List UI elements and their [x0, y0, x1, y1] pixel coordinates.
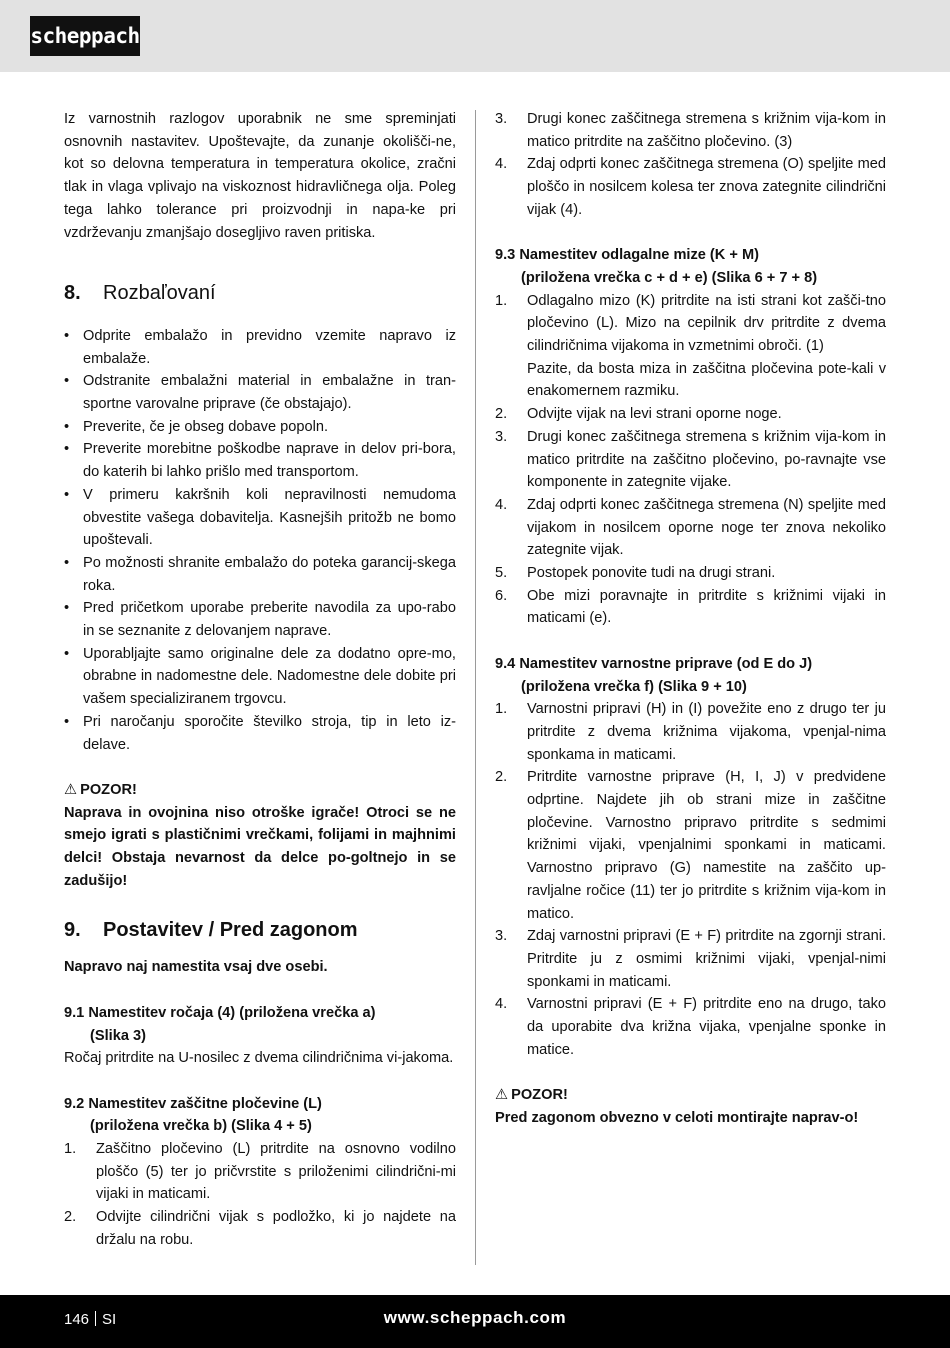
list-item: 3. Zdaj varnostni pripravi (E + F) pritrdite na zgornji strani. Pritrdite ju z osmimi križnimi vijaki, vpenjal-nimi sponkami in maticami.	[495, 928, 886, 990]
right-column	[495, 108, 886, 1130]
subsection-9-3-steps	[495, 290, 886, 631]
column-divider	[475, 110, 476, 1265]
bullet: •	[64, 373, 70, 390]
list-item: • Odprite embalažo in previdno vzemite napravo iz embalaže.	[64, 325, 456, 370]
list-item: 4. Varnostni pripravi (E + F) pritrdite eno na drugo, tako da uporabite dva križna vijaka, vpenjalne sponke in matice.	[495, 996, 886, 1058]
section-8-title: Rozbaľovaní	[103, 281, 216, 304]
subsection-9-3-heading: 9.3 Namestitev odlagalne mize (K + M) (priložena vrečka c + d + e) (Slika 6 + 7 + 8)	[495, 247, 818, 286]
intro-paragraph: Iz varnostnih razlogov uporabnik ne sme spreminjati osnovnih nastavitev. Upoštevajte, da zunanje okolišči-ne, kot so delovna temperatura in temperatura okolice, zračni tlak in vlaga vplivajo na viskoznost hidravličnega olja. Poleg tega lahko tolerance pri proizvodnji in napa-ke pri vzdrževanju zmanjšajo dosegljivo raven pritiska.	[64, 111, 456, 241]
warning-text: Pred zagonom obvezno v celoti montirajte naprav-o!	[495, 1109, 859, 1126]
section-9-heading	[64, 916, 456, 944]
warning-block	[495, 1084, 886, 1129]
section-8-heading	[64, 279, 456, 307]
warning-icon: ⚠	[495, 1087, 509, 1104]
warning-icon: ⚠	[64, 781, 78, 798]
list-item: 2. Odvijte vijak na levi strani oporne noge.	[495, 406, 782, 423]
subsection-9-4-heading: 9.4 Namestitev varnostne priprave (od E do J) (priložena vrečka f) (Slika 9 + 10)	[495, 655, 813, 695]
list-item: • Preverite, če je obseg dobave popoln.	[64, 416, 456, 439]
language-code: SI	[102, 1311, 117, 1328]
section-8-number: 8.	[64, 281, 81, 304]
page-footer	[0, 1295, 950, 1348]
unpacking-list	[64, 325, 456, 756]
warning-label: POZOR!	[511, 1087, 568, 1104]
subsection-9-2-heading: 9.2 Namestitev zaščitne pločevine (L) (priložena vrečka b) (Slika 4 + 5)	[64, 1095, 322, 1135]
warning-block	[64, 779, 456, 893]
list-item: • Odstranite embalažni material in embalažne in tran-sportne varovalne priprave (če obstajajo).	[64, 370, 456, 415]
subsection-9-4-steps	[495, 698, 886, 1061]
list-item: 1. Varnostni pripravi (H) in (I) povežite eno z drugo ter ju pritrdite z dvema križnima vijakoma, vpenjal-nima sponkama in maticami.	[495, 701, 886, 763]
list-item: 5. Postopek ponovite tudi na drugi strani.	[495, 565, 776, 582]
list-item: 2. Pritrdite varnostne priprave (H, I, J) v predvidene odprtine. Najdete jih ob strani mize in zaščitne pločevine. Varnostno pripravo pritrdite s sedmimi križnimi vijaki, vpenjalnimi sponkami in maticami. Varnostno pripravo (G) namestite na zaščito up-ravljalne ročice (11) ter jo pritrdite s križnim vija-kom in matico.	[495, 769, 886, 922]
list-item: • Po možnosti shranite embalažo do poteka garancij-skega roka.	[64, 552, 456, 597]
list-item: 1. Odlagalno mizo (K) pritrdite na isti strani kot zašči-tno pločevino (L). Mizo na cepilnik drv pritrdite z dvema cilindričnima vijakoma in vzmetnimi obroči. (1) Pazite, da bosta miza in zaščitna pločevina pote-kali v enakomernem razmiku.	[495, 290, 886, 404]
list-item: • Preverite morebitne poškodbe naprave in delov pri-bora, do katerih bi lahko prišlo med transportom.	[64, 438, 456, 483]
bullet: •	[64, 418, 70, 435]
list-item: • Pri naročanju sporočite številko stroja, tip in leto iz-delave.	[64, 711, 456, 756]
list-item: 1. Zaščitno pločevino (L) pritrdite na osnovno vodilno ploščo (5) ter jo pričvrstite s priloženimi cilindrični-mi vijaki in maticami.	[64, 1141, 456, 1203]
list-item: • Uporabljajte samo originalne dele za dodatno opre-mo, obrabne in nadomestne dele. Nadomestne dele dobite pri vašem specializiranem trgovcu.	[64, 643, 456, 711]
list-item: 4. Zdaj odprti konec zaščitnega stremena (N) speljite med vijakom in nosilcem oporne noge ter znova nekoliko zategnite vijak.	[495, 496, 886, 559]
subsection-9-2-steps	[64, 1138, 456, 1252]
warning-text: Naprava in ovojnina niso otroške igrače! Otroci se ne smejo igrati s plastičnimi vrečkami, folijami in majhnimi delci! Obstaja nevarnost da delce po-goltnejo in se zadušijo!	[64, 804, 456, 889]
list-item: 4. Zdaj odprti konec zaščitnega stremena (O) speljite med ploščo in nosilcem kolesa ter znova zategnite cilindrični vijak (4).	[495, 156, 886, 218]
page-number: 146	[64, 1311, 90, 1328]
bullet: •	[64, 554, 70, 571]
bullet: •	[64, 441, 70, 458]
section-9-title: Postavitev / Pred zagonom	[103, 919, 358, 942]
list-item: 6. Obe mizi poravnajte in pritrdite s križnimi vijaki in maticami (e).	[495, 587, 886, 627]
bullet: •	[64, 600, 70, 617]
section-9-note: Napravo naj namestita vsaj dve osebi.	[64, 959, 328, 976]
subsection-9-2-steps-continued	[495, 108, 886, 222]
bullet: •	[64, 327, 70, 344]
warning-label: POZOR!	[80, 781, 137, 798]
subsection-9-1-heading: 9.1 Namestitev ročaja (4) (priložena vrečka a) (Slika 3)	[64, 1004, 376, 1044]
scheppach-logo: scheppach	[30, 16, 140, 56]
list-item: 2. Odvijte cilindrični vijak s podložko, ki jo najdete na držalu na robu.	[64, 1209, 456, 1248]
bullet: •	[64, 486, 70, 503]
page-header	[0, 0, 950, 72]
list-item: 3. Drugi konec zaščitnega stremena s križnim vija-kom in matico pritrdite na zaščitno pločevino. (3)	[495, 111, 886, 150]
list-item: • Pred pričetkom uporabe preberite navodila za upo-rabo in se seznanite z delovanjem naprave.	[64, 597, 456, 642]
subsection-9-1-text: Ročaj pritrdite na U-nosilec z dvema cilindričnima vi-jakoma.	[64, 1050, 454, 1067]
bullet: •	[64, 713, 70, 730]
section-9-number: 9.	[64, 919, 81, 942]
list-item: • V primeru kakršnih koli nepravilnosti nemudoma obvestite vašega dobavitelja. Kasnejših pritožb ne bomo upoštevali.	[64, 484, 456, 552]
website-link[interactable]: www.scheppach.com	[383, 1308, 567, 1327]
list-item: 3. Drugi konec zaščitnega stremena s križnim vija-kom in matico pritrdite na zaščitno pločevino, po-ravnajte vse komponente in zategnite vijake.	[495, 428, 886, 491]
left-column	[64, 108, 456, 1252]
bullet: •	[64, 645, 70, 662]
step-note: Pazite, da bosta miza in zaščitna pločevina pote-kali v enakomernem razmiku.	[527, 360, 886, 400]
